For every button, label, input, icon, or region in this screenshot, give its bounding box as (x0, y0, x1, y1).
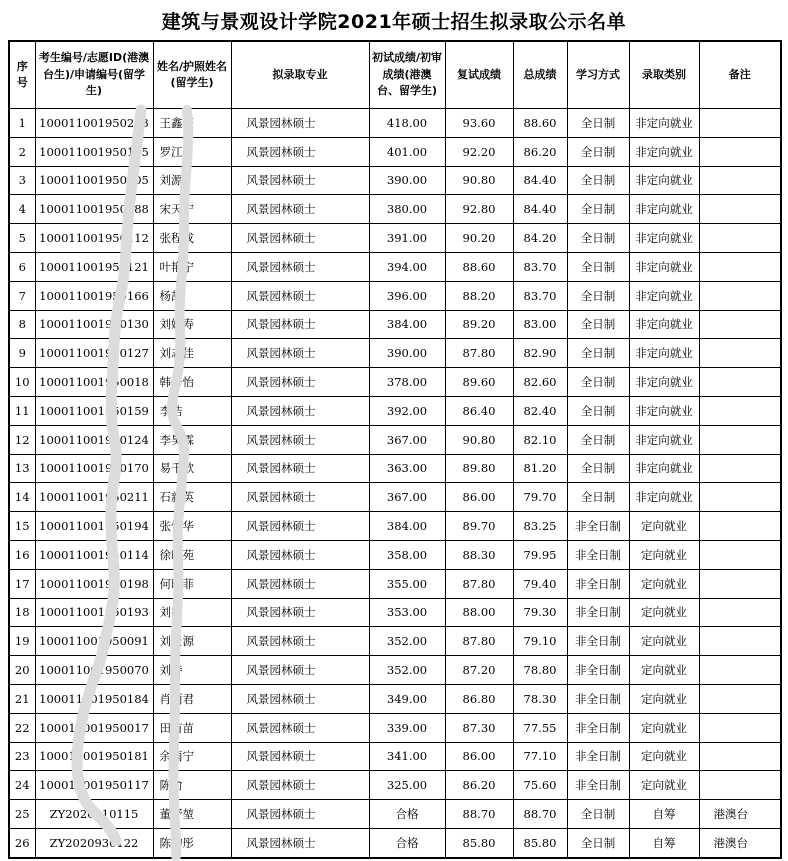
cell-serial: 2 (9, 137, 35, 166)
cell-admission-category: 非定向就业 (629, 310, 699, 339)
cell-major: 风景园林硕士 (231, 454, 369, 483)
cell-retest-score: 86.40 (445, 396, 513, 425)
cell-study-mode: 非全日制 (567, 598, 629, 627)
cell-remark (699, 310, 781, 339)
cell-serial: 22 (9, 713, 35, 742)
admission-table (8, 40, 782, 859)
cell-total-score: 82.10 (513, 425, 567, 454)
cell-serial: 24 (9, 771, 35, 800)
cell-remark (699, 339, 781, 368)
cell-candidate-id: 100011001950005 (35, 166, 153, 195)
cell-retest-score: 90.80 (445, 425, 513, 454)
cell-serial: 18 (9, 598, 35, 627)
cell-study-mode: 非全日制 (567, 540, 629, 569)
cell-total-score: 82.60 (513, 368, 567, 397)
cell-total-score: 83.25 (513, 512, 567, 541)
cell-retest-score: 87.80 (445, 569, 513, 598)
cell-admission-category: 非定向就业 (629, 396, 699, 425)
cell-study-mode: 全日制 (567, 166, 629, 195)
cell-candidate-id: 100011001950124 (35, 425, 153, 454)
cell-total-score: 88.70 (513, 800, 567, 829)
cell-initial-score: 合格 (369, 800, 445, 829)
cell-major: 风景园林硕士 (231, 540, 369, 569)
cell-admission-category: 定向就业 (629, 627, 699, 656)
cell-remark (699, 627, 781, 656)
table-row (9, 137, 781, 166)
cell-retest-score: 92.20 (445, 137, 513, 166)
cell-candidate-id: 100011001950170 (35, 454, 153, 483)
cell-major: 风景园林硕士 (231, 569, 369, 598)
table-row (9, 281, 781, 310)
cell-name: 张程成 (153, 224, 231, 253)
cell-serial: 23 (9, 742, 35, 771)
cell-name: 陈均彤 (153, 828, 231, 857)
cell-major: 风景园林硕士 (231, 771, 369, 800)
cell-study-mode: 非全日制 (567, 512, 629, 541)
cell-total-score: 78.80 (513, 656, 567, 685)
cell-serial: 1 (9, 109, 35, 138)
table-row (9, 742, 781, 771)
cell-major: 风景园林硕士 (231, 800, 369, 829)
cell-retest-score: 86.00 (445, 483, 513, 512)
cell-initial-score: 390.00 (369, 339, 445, 368)
table-row (9, 166, 781, 195)
cell-name: 何晓菲 (153, 569, 231, 598)
cell-retest-score: 89.20 (445, 310, 513, 339)
cell-retest-score: 90.80 (445, 166, 513, 195)
cell-initial-score: 358.00 (369, 540, 445, 569)
cell-total-score: 84.40 (513, 166, 567, 195)
cell-remark (699, 540, 781, 569)
cell-name: 刘婉寿 (153, 310, 231, 339)
cell-study-mode: 全日制 (567, 828, 629, 857)
cell-remark (699, 195, 781, 224)
cell-total-score: 79.70 (513, 483, 567, 512)
cell-total-score: 83.70 (513, 252, 567, 281)
table-row (9, 828, 781, 857)
cell-name: 刘景源 (153, 627, 231, 656)
col-header-3: 姓名/护照姓名(留学生) (153, 41, 231, 109)
cell-major: 风景园林硕士 (231, 109, 369, 138)
cell-candidate-id: 100011001950159 (35, 396, 153, 425)
cell-serial: 10 (9, 368, 35, 397)
cell-serial: 6 (9, 252, 35, 281)
cell-retest-score: 93.60 (445, 109, 513, 138)
table-row (9, 684, 781, 713)
cell-major: 风景园林硕士 (231, 598, 369, 627)
cell-study-mode: 非全日制 (567, 713, 629, 742)
cell-retest-score: 86.80 (445, 684, 513, 713)
cell-name: 李浩 (153, 396, 231, 425)
cell-serial: 20 (9, 656, 35, 685)
col-header-6: 复试成绩 (445, 41, 513, 109)
col-header-9: 录取类别 (629, 41, 699, 109)
cell-admission-category: 非定向就业 (629, 425, 699, 454)
cell-candidate-id: 100011001950181 (35, 742, 153, 771)
cell-major: 风景园林硕士 (231, 252, 369, 281)
cell-candidate-id: 100011001950091 (35, 627, 153, 656)
cell-retest-score: 88.60 (445, 252, 513, 281)
cell-major: 风景园林硕士 (231, 310, 369, 339)
cell-initial-score: 394.00 (369, 252, 445, 281)
cell-remark: 港澳台 (699, 828, 781, 857)
cell-retest-score: 87.80 (445, 627, 513, 656)
cell-study-mode: 全日制 (567, 396, 629, 425)
cell-candidate-id: 100011001950070 (35, 656, 153, 685)
cell-name: 徐昭苑 (153, 540, 231, 569)
cell-initial-score: 363.00 (369, 454, 445, 483)
cell-total-score: 79.10 (513, 627, 567, 656)
cell-candidate-id: 100011001950211 (35, 483, 153, 512)
cell-admission-category: 非定向就业 (629, 483, 699, 512)
cell-remark (699, 684, 781, 713)
cell-major: 风景园林硕士 (231, 512, 369, 541)
cell-total-score: 88.60 (513, 109, 567, 138)
col-header-5: 初试成绩/初审成绩(港澳台、留学生) (369, 41, 445, 109)
cell-serial: 15 (9, 512, 35, 541)
cell-candidate-id: 100011001950088 (35, 195, 153, 224)
cell-retest-score: 88.00 (445, 598, 513, 627)
cell-major: 风景园林硕士 (231, 684, 369, 713)
cell-serial: 4 (9, 195, 35, 224)
cell-admission-category: 非定向就业 (629, 281, 699, 310)
cell-remark (699, 166, 781, 195)
cell-name: 韩静怡 (153, 368, 231, 397)
cell-total-score: 81.20 (513, 454, 567, 483)
cell-name: 肖雨君 (153, 684, 231, 713)
cell-admission-category: 非定向就业 (629, 368, 699, 397)
cell-study-mode: 全日制 (567, 195, 629, 224)
cell-major: 风景园林硕士 (231, 742, 369, 771)
cell-study-mode: 非全日制 (567, 656, 629, 685)
cell-name: 陈俞 (153, 771, 231, 800)
cell-total-score: 78.30 (513, 684, 567, 713)
cell-retest-score: 87.20 (445, 656, 513, 685)
cell-remark (699, 109, 781, 138)
cell-name: 易千歆 (153, 454, 231, 483)
cell-initial-score: 349.00 (369, 684, 445, 713)
table-row (9, 339, 781, 368)
table-row (9, 656, 781, 685)
cell-name: 宋天宁 (153, 195, 231, 224)
cell-major: 风景园林硕士 (231, 195, 369, 224)
cell-serial: 11 (9, 396, 35, 425)
cell-retest-score: 89.60 (445, 368, 513, 397)
cell-serial: 12 (9, 425, 35, 454)
cell-initial-score: 355.00 (369, 569, 445, 598)
cell-admission-category: 非定向就业 (629, 454, 699, 483)
cell-remark (699, 656, 781, 685)
cell-study-mode: 全日制 (567, 224, 629, 253)
cell-total-score: 83.70 (513, 281, 567, 310)
cell-admission-category: 自筹 (629, 800, 699, 829)
cell-candidate-id: 100011001950018 (35, 368, 153, 397)
cell-candidate-id: 100011001950184 (35, 684, 153, 713)
cell-serial: 14 (9, 483, 35, 512)
cell-study-mode: 全日制 (567, 483, 629, 512)
cell-initial-score: 391.00 (369, 224, 445, 253)
cell-name: 石新英 (153, 483, 231, 512)
cell-remark (699, 224, 781, 253)
cell-study-mode: 非全日制 (567, 742, 629, 771)
cell-name: 刘源 (153, 166, 231, 195)
cell-serial: 7 (9, 281, 35, 310)
cell-admission-category: 定向就业 (629, 742, 699, 771)
cell-major: 风景园林硕士 (231, 281, 369, 310)
cell-study-mode: 非全日制 (567, 771, 629, 800)
table-row (9, 224, 781, 253)
cell-major: 风景园林硕士 (231, 483, 369, 512)
cell-total-score: 82.90 (513, 339, 567, 368)
cell-retest-score: 89.70 (445, 512, 513, 541)
cell-name: 张悦华 (153, 512, 231, 541)
col-header-8: 学习方式 (567, 41, 629, 109)
cell-candidate-id: 100011001950213 (35, 109, 153, 138)
cell-total-score: 77.55 (513, 713, 567, 742)
cell-retest-score: 87.80 (445, 339, 513, 368)
cell-admission-category: 非定向就业 (629, 166, 699, 195)
col-header-1: 序号 (9, 41, 35, 109)
cell-name: 刘志佳 (153, 339, 231, 368)
cell-candidate-id: 100011001950117 (35, 771, 153, 800)
cell-candidate-id: 100011001950130 (35, 310, 153, 339)
cell-serial: 3 (9, 166, 35, 195)
cell-retest-score: 88.70 (445, 800, 513, 829)
cell-initial-score: 367.00 (369, 425, 445, 454)
col-header-4: 拟录取专业 (231, 41, 369, 109)
cell-initial-score: 352.00 (369, 627, 445, 656)
cell-study-mode: 非全日制 (567, 627, 629, 656)
cell-admission-category: 定向就业 (629, 713, 699, 742)
cell-study-mode: 全日制 (567, 281, 629, 310)
table-row (9, 598, 781, 627)
table-row (9, 512, 781, 541)
cell-candidate-id: 100011001950017 (35, 713, 153, 742)
col-header-2: 考生编号/志愿ID(港澳台生)/申请编号(留学生) (35, 41, 153, 109)
table-row (9, 713, 781, 742)
cell-serial: 21 (9, 684, 35, 713)
cell-name: 余雨宁 (153, 742, 231, 771)
page-title: 建筑与景观设计学院2021年硕士招生拟录取公示名单 (161, 11, 627, 33)
cell-remark (699, 454, 781, 483)
cell-candidate-id: 100011001950121 (35, 252, 153, 281)
cell-major: 风景园林硕士 (231, 137, 369, 166)
cell-initial-score: 353.00 (369, 598, 445, 627)
cell-admission-category: 非定向就业 (629, 339, 699, 368)
cell-initial-score: 384.00 (369, 310, 445, 339)
cell-retest-score: 86.00 (445, 742, 513, 771)
cell-retest-score: 89.80 (445, 454, 513, 483)
cell-initial-score: 401.00 (369, 137, 445, 166)
cell-candidate-id: 100011001950194 (35, 512, 153, 541)
cell-admission-category: 定向就业 (629, 569, 699, 598)
col-header-7: 总成绩 (513, 41, 567, 109)
cell-total-score: 79.40 (513, 569, 567, 598)
cell-remark (699, 252, 781, 281)
cell-admission-category: 自筹 (629, 828, 699, 857)
cell-initial-score: 352.00 (369, 656, 445, 685)
cell-serial: 26 (9, 828, 35, 857)
cell-name: 田苗苗 (153, 713, 231, 742)
cell-remark (699, 483, 781, 512)
cell-major: 风景园林硕士 (231, 368, 369, 397)
cell-admission-category: 定向就业 (629, 512, 699, 541)
cell-total-score: 83.00 (513, 310, 567, 339)
cell-remark (699, 742, 781, 771)
table-row (9, 771, 781, 800)
table-row (9, 252, 781, 281)
cell-total-score: 77.10 (513, 742, 567, 771)
cell-major: 风景园林硕士 (231, 396, 369, 425)
cell-candidate-id: ZY2020910115 (35, 800, 153, 829)
cell-remark (699, 771, 781, 800)
cell-admission-category: 非定向就业 (629, 137, 699, 166)
cell-admission-category: 定向就业 (629, 540, 699, 569)
table-row (9, 425, 781, 454)
col-header-10: 备注 (699, 41, 781, 109)
cell-study-mode: 非全日制 (567, 569, 629, 598)
cell-remark (699, 569, 781, 598)
cell-total-score: 79.95 (513, 540, 567, 569)
cell-initial-score: 339.00 (369, 713, 445, 742)
cell-study-mode: 全日制 (567, 425, 629, 454)
cell-initial-score: 392.00 (369, 396, 445, 425)
cell-admission-category: 定向就业 (629, 598, 699, 627)
cell-serial: 13 (9, 454, 35, 483)
cell-initial-score: 378.00 (369, 368, 445, 397)
cell-name: 罗江 (153, 137, 231, 166)
cell-serial: 8 (9, 310, 35, 339)
cell-admission-category: 定向就业 (629, 656, 699, 685)
cell-study-mode: 全日制 (567, 368, 629, 397)
table-row (9, 396, 781, 425)
table-row (9, 195, 781, 224)
cell-remark (699, 368, 781, 397)
cell-admission-category: 定向就业 (629, 771, 699, 800)
cell-name: 王鑫豪 (153, 109, 231, 138)
cell-initial-score: 380.00 (369, 195, 445, 224)
cell-initial-score: 396.00 (369, 281, 445, 310)
cell-major: 风景园林硕士 (231, 656, 369, 685)
cell-remark (699, 137, 781, 166)
table-header-row (9, 41, 781, 109)
cell-initial-score: 341.00 (369, 742, 445, 771)
cell-study-mode: 全日制 (567, 310, 629, 339)
cell-total-score: 82.40 (513, 396, 567, 425)
cell-candidate-id: 100011001950114 (35, 540, 153, 569)
table-row (9, 109, 781, 138)
cell-major: 风景园林硕士 (231, 339, 369, 368)
table-row (9, 627, 781, 656)
cell-name: 刘诗 (153, 656, 231, 685)
cell-remark (699, 396, 781, 425)
cell-name: 董舒堃 (153, 800, 231, 829)
cell-initial-score: 390.00 (369, 166, 445, 195)
cell-serial: 16 (9, 540, 35, 569)
cell-major: 风景园林硕士 (231, 224, 369, 253)
cell-candidate-id: 100011001950127 (35, 339, 153, 368)
cell-candidate-id: ZY2020930122 (35, 828, 153, 857)
cell-study-mode: 全日制 (567, 454, 629, 483)
cell-name: 叶艳宁 (153, 252, 231, 281)
cell-total-score: 75.60 (513, 771, 567, 800)
cell-initial-score: 325.00 (369, 771, 445, 800)
cell-retest-score: 90.20 (445, 224, 513, 253)
cell-major: 风景园林硕士 (231, 425, 369, 454)
cell-study-mode: 全日制 (567, 109, 629, 138)
cell-admission-category: 非定向就业 (629, 224, 699, 253)
cell-total-score: 84.20 (513, 224, 567, 253)
cell-major: 风景园林硕士 (231, 828, 369, 857)
cell-admission-category: 非定向就业 (629, 252, 699, 281)
cell-major: 风景园林硕士 (231, 166, 369, 195)
cell-retest-score: 85.80 (445, 828, 513, 857)
cell-serial: 19 (9, 627, 35, 656)
cell-total-score: 86.20 (513, 137, 567, 166)
cell-major: 风景园林硕士 (231, 627, 369, 656)
cell-candidate-id: 100011001950112 (35, 224, 153, 253)
cell-admission-category: 非定向就业 (629, 109, 699, 138)
cell-initial-score: 418.00 (369, 109, 445, 138)
cell-serial: 25 (9, 800, 35, 829)
cell-remark (699, 281, 781, 310)
cell-initial-score: 合格 (369, 828, 445, 857)
cell-total-score: 79.30 (513, 598, 567, 627)
cell-retest-score: 86.20 (445, 771, 513, 800)
table-row (9, 310, 781, 339)
cell-admission-category: 定向就业 (629, 684, 699, 713)
cell-remark (699, 598, 781, 627)
table-row (9, 800, 781, 829)
cell-study-mode: 全日制 (567, 800, 629, 829)
table-row (9, 569, 781, 598)
cell-candidate-id: 100011001950198 (35, 569, 153, 598)
cell-study-mode: 全日制 (567, 252, 629, 281)
cell-serial: 5 (9, 224, 35, 253)
cell-study-mode: 全日制 (567, 339, 629, 368)
cell-retest-score: 88.20 (445, 281, 513, 310)
cell-study-mode: 全日制 (567, 137, 629, 166)
table-row (9, 540, 781, 569)
cell-remark (699, 425, 781, 454)
cell-candidate-id: 100011001950115 (35, 137, 153, 166)
cell-retest-score: 92.80 (445, 195, 513, 224)
cell-name: 杨喆 (153, 281, 231, 310)
cell-name: 刘敏 (153, 598, 231, 627)
cell-retest-score: 88.30 (445, 540, 513, 569)
cell-admission-category: 非定向就业 (629, 195, 699, 224)
table-row (9, 483, 781, 512)
cell-initial-score: 384.00 (369, 512, 445, 541)
cell-candidate-id: 100011001950193 (35, 598, 153, 627)
cell-candidate-id: 100011001950166 (35, 281, 153, 310)
cell-initial-score: 367.00 (369, 483, 445, 512)
cell-major: 风景园林硕士 (231, 713, 369, 742)
cell-retest-score: 87.30 (445, 713, 513, 742)
table-row (9, 454, 781, 483)
cell-study-mode: 非全日制 (567, 684, 629, 713)
cell-name: 李昊霖 (153, 425, 231, 454)
cell-serial: 9 (9, 339, 35, 368)
cell-remark (699, 713, 781, 742)
cell-remark: 港澳台 (699, 800, 781, 829)
cell-remark (699, 512, 781, 541)
table-row (9, 368, 781, 397)
cell-total-score: 85.80 (513, 828, 567, 857)
cell-total-score: 84.40 (513, 195, 567, 224)
cell-serial: 17 (9, 569, 35, 598)
